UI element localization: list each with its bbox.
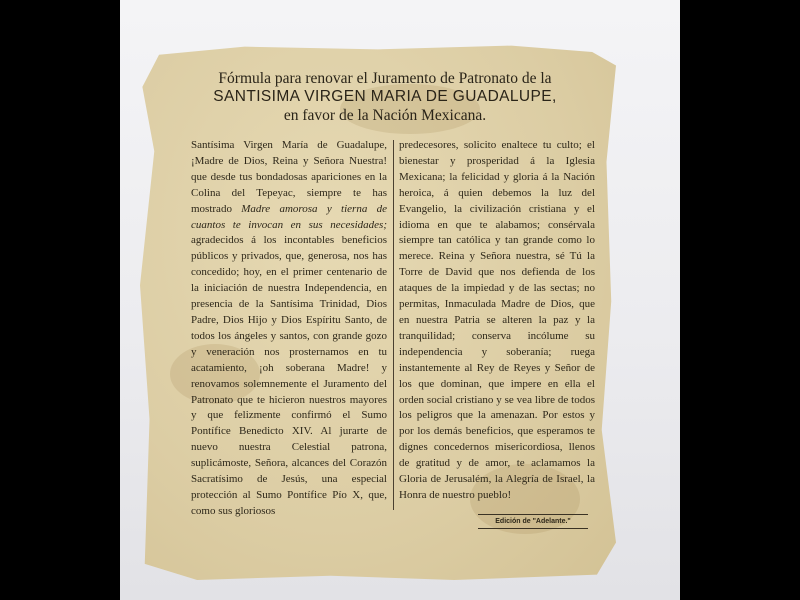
right-text: predecesores, solicito enaltece tu culto; el bienestar y prosperidad á la Iglesia Mexicana; la felicidad y gloria á la Nación heroica, á quien debemos la luz del Evangelio, la civilización cristiana y el idioma en que te alabamos; consérvala siempre tan católica y tan grande como lo merece. Reina y Señora nuestra, sé Tú la Torre de David que nos defienda de los ataques de la impiedad y de las sectas; no permitas, Inmaculada Madre de Dios, que en nuestra Patria se alteren la paz y la tranquilidad; conserva incólume su independencia y soberanía; ruega instantemente al Rey de Reyes y Señor de los que dominan, que impere en ella el orden social cristiano y se vea libre de todos los peligros que la amenazan. Por estos y por los demás beneficios, que esperamos te dignes concedernos misericordiosa, llenos de gratitud y de amor, te aclamamos la Gloria de Jerusalém, la Alegría de Israel, la Honra de nuestro pueblo! (399, 139, 595, 501)
edition-credit: Edición de "Adelante." (478, 514, 588, 529)
leaflet-title (170, 70, 600, 125)
left-text-part-1: Santísima Virgen María de Guadalupe, ¡Madre de Dios, Reina y Señora Nuestra! que desde tus bondadosas apariciones en la Colina del Tepeyac, siempre te has mostrado (191, 139, 387, 215)
right-column-text (399, 138, 595, 504)
title-line-1: Fórmula para renovar el Juramento de Patronato de la (218, 70, 552, 87)
left-column-text (191, 138, 387, 520)
left-text-part-2: agradecidos á los incontables beneficios públicos y privados, que, generosa, nos has concedido; hoy, en el primer centenario de la iniciación de nuestra Independencia, en presencia de la Santísima Trinidad, Dios Padre, Dios Hijo y Dios Espíritu Santo, de todos los ángeles y santos, con grande gozo y veneración nos prosternamos en tu acatamiento, ¡oh soberana Madre! y renovamos solemnemente el Juramento del Patronato que te hicieron nuestros mayores y que felizmente confirmó el Sumo Pontífice Benedicto XIV. Al jurarte de nuevo nuestra Celestial patrona, suplicámoste, Señora, alcances del Corazón Sacratísimo de Jesús, una especial protección al Sumo Pontífice Pío X, que, como sus gloriosos (191, 234, 387, 517)
left-text-italic: Madre amorosa y tierna de cuantos te invocan en sus necesidades; (191, 202, 387, 231)
title-line-3: en favor de la Nación Mexicana. (283, 106, 487, 124)
title-line-2: SANTISIMA VIRGEN MARIA DE GUADALUPE, (213, 88, 557, 106)
column-divider (393, 140, 394, 510)
